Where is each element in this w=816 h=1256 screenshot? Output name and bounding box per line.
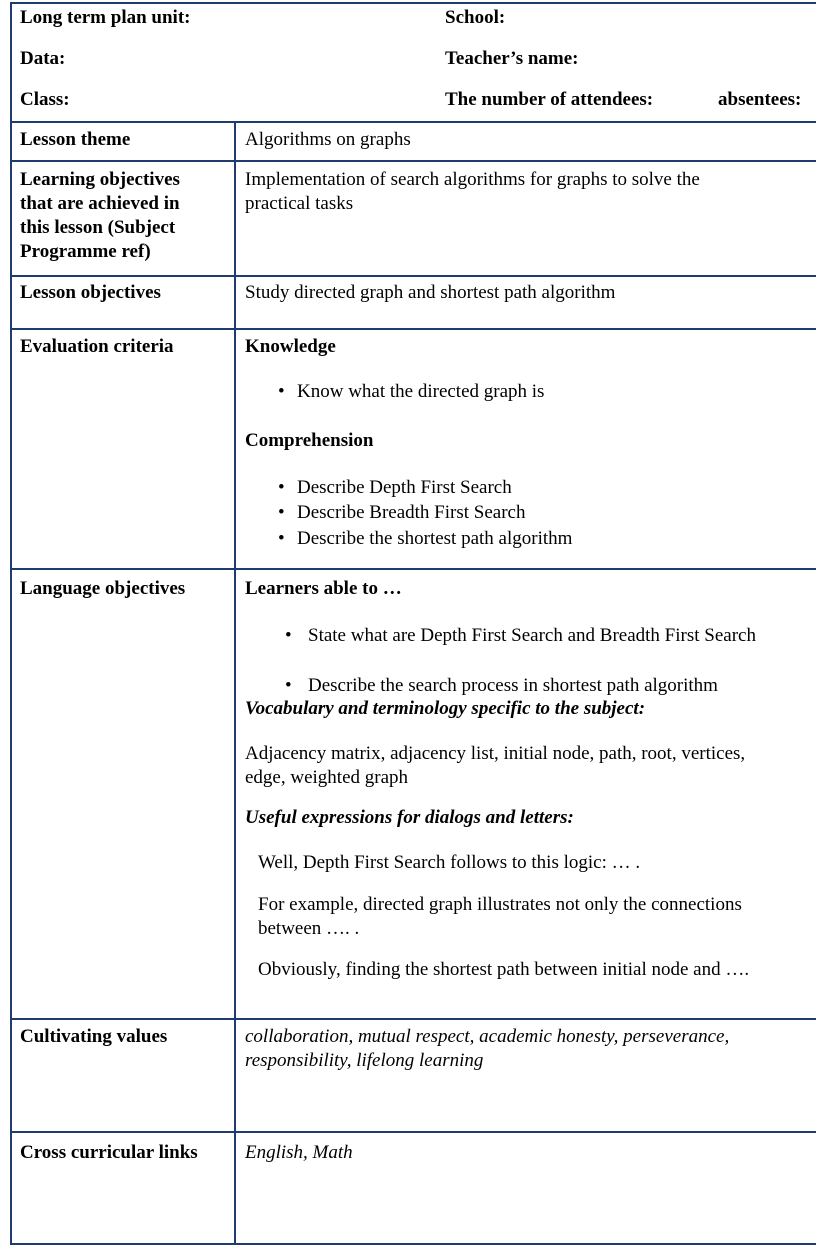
lesson-objectives-label: Lesson objectives <box>20 282 161 303</box>
knowledge-item: Know what the directed graph is <box>297 381 545 402</box>
teacher-name-label: Teacher’s name: <box>445 48 579 69</box>
learners-heading: Learners able to … <box>245 578 402 599</box>
bullet-icon: • <box>278 502 285 523</box>
cultivating-values-label: Cultivating values <box>20 1026 168 1047</box>
learner-item: Describe the search process in shortest path algorithm <box>308 675 718 696</box>
column-divider <box>234 121 236 1245</box>
vocabulary-heading: Vocabulary and terminology specific to the subject: <box>245 698 646 719</box>
cross-curricular-value: English, Math <box>245 1142 353 1163</box>
bullet-icon: • <box>285 625 292 646</box>
expression-line: Well, Depth First Search follows to this logic: … . <box>258 852 641 873</box>
row-divider <box>10 568 816 570</box>
school-label: School: <box>445 7 506 28</box>
absentees-label: absentees: <box>718 89 802 110</box>
language-objectives-label: Language objectives <box>20 578 186 599</box>
cross-curricular-label: Cross curricular links <box>20 1142 198 1163</box>
plan-unit-label: Long term plan unit: <box>20 7 191 28</box>
expression-line: For example, directed graph illustrates not only the connections <box>258 894 742 915</box>
row-divider <box>10 121 816 123</box>
learning-objectives-label: Programme ref) <box>20 241 151 262</box>
bullet-icon: • <box>278 528 285 549</box>
lesson-objectives-value: Study directed graph and shortest path algorithm <box>245 282 616 303</box>
bullet-icon: • <box>278 477 285 498</box>
row-divider <box>10 1131 816 1133</box>
comprehension-item: Describe Breadth First Search <box>297 502 526 523</box>
comprehension-item: Describe the shortest path algorithm <box>297 528 573 549</box>
bullet-icon: • <box>278 381 285 402</box>
cultivating-values-text: collaboration, mutual respect, academic honesty, perseverance, <box>245 1026 730 1047</box>
bullet-icon: • <box>285 675 292 696</box>
row-divider <box>10 328 816 330</box>
vocabulary-text: edge, weighted graph <box>245 767 409 788</box>
row-divider <box>10 275 816 277</box>
row-divider <box>10 160 816 162</box>
learning-objectives-label: this lesson (Subject <box>20 217 176 238</box>
lesson-theme-label: Lesson theme <box>20 129 131 150</box>
expression-line: between …. . <box>258 918 360 939</box>
evaluation-criteria-label: Evaluation criteria <box>20 336 174 357</box>
learning-objectives-label: Learning objectives <box>20 169 180 190</box>
data-label: Data: <box>20 48 66 69</box>
expressions-heading: Useful expressions for dialogs and letters: <box>245 807 574 828</box>
knowledge-heading: Knowledge <box>245 336 336 357</box>
class-label: Class: <box>20 89 70 110</box>
learner-item: State what are Depth First Search and Breadth First Search <box>308 625 756 646</box>
expression-line: Obviously, finding the shortest path between initial node and …. <box>258 959 750 980</box>
lesson-theme-value: Algorithms on graphs <box>245 129 411 150</box>
vocabulary-text: Adjacency matrix, adjacency list, initial node, path, root, vertices, <box>245 743 746 764</box>
learning-objectives-label: that are achieved in <box>20 193 180 214</box>
cultivating-values-text: responsibility, lifelong learning <box>245 1050 484 1071</box>
attendees-label: The number of attendees: <box>445 89 654 110</box>
learning-objectives-value: Implementation of search algorithms for graphs to solve the <box>245 169 700 190</box>
row-divider <box>10 1018 816 1020</box>
learning-objectives-value: practical tasks <box>245 193 354 214</box>
comprehension-heading: Comprehension <box>245 430 374 451</box>
comprehension-item: Describe Depth First Search <box>297 477 512 498</box>
